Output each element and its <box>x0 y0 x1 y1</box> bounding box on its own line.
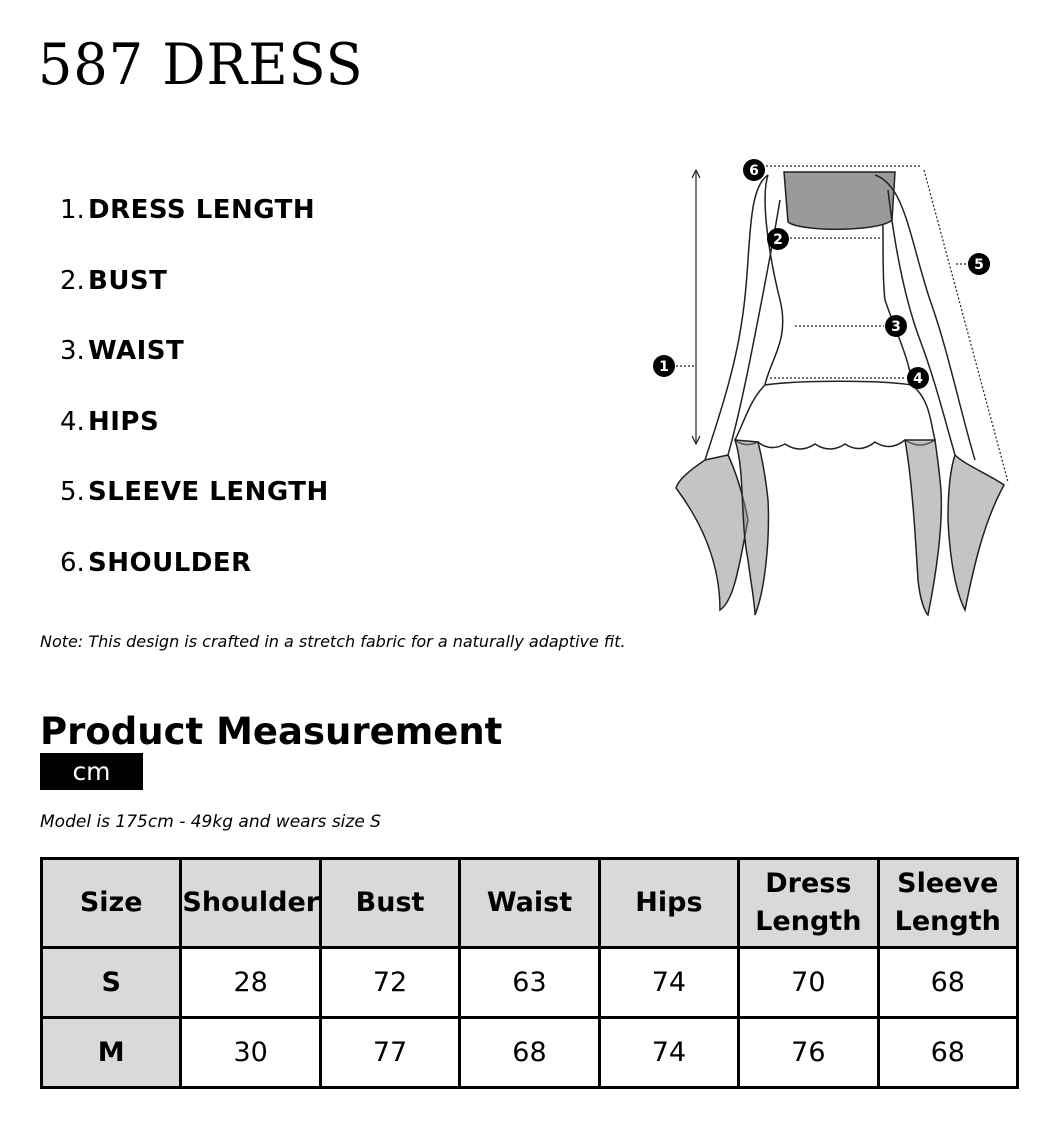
column-header-waist: Waist <box>460 859 599 948</box>
measurement-number: 6. <box>60 547 85 578</box>
table-cell: 63 <box>460 948 599 1018</box>
size-cell: S <box>42 948 181 1018</box>
measurement-list <box>60 190 329 614</box>
marker-3-label: 3 <box>891 319 901 335</box>
measurement-label: BUST <box>88 265 168 296</box>
measurement-label: SHOULDER <box>88 547 252 578</box>
measurement-number: 2. <box>60 265 85 296</box>
table-cell: 28 <box>181 948 320 1018</box>
marker-5-label: 5 <box>974 257 984 273</box>
measurement-label: HIPS <box>88 406 160 437</box>
column-header-bust: Bust <box>320 859 459 948</box>
left-cuff-ruffle <box>676 455 748 610</box>
measurement-item <box>60 331 329 402</box>
measurement-number: 3. <box>60 336 85 367</box>
sleeve-guide <box>924 170 1008 482</box>
column-header-size: Size <box>42 859 181 948</box>
table-cell: 77 <box>320 1018 459 1088</box>
dress-neckline <box>784 172 895 229</box>
measurement-item <box>60 261 329 332</box>
fabric-note: Note: This design is crafted in a stretch fabric for a naturally adaptive fit. <box>40 632 626 651</box>
column-header-dress-length: Dress Length <box>739 859 878 948</box>
unit-badge: cm <box>40 753 143 790</box>
measurement-number: 5. <box>60 477 85 508</box>
table-cell: 30 <box>181 1018 320 1088</box>
table-cell: 74 <box>599 1018 738 1088</box>
measurement-label: SLEEVE LENGTH <box>88 477 329 508</box>
measurement-item <box>60 402 329 473</box>
measurement-item <box>60 543 329 614</box>
column-header-shoulder: Shoulder <box>181 859 320 948</box>
measurement-number: 4. <box>60 406 85 437</box>
table-header-row <box>42 859 1018 948</box>
table-cell: 68 <box>878 1018 1017 1088</box>
table-row <box>42 1018 1018 1088</box>
table-cell: 68 <box>460 1018 599 1088</box>
table-cell: 72 <box>320 948 459 1018</box>
marker-4-label: 4 <box>913 371 923 387</box>
measurement-number: 1. <box>60 195 85 225</box>
measurement-label: WAIST <box>88 336 185 367</box>
table-cell: 68 <box>878 948 1017 1018</box>
left-sleeve-outline <box>705 175 780 460</box>
measurement-item <box>60 190 329 261</box>
marker-1-label: 1 <box>659 359 669 375</box>
table-cell: 70 <box>739 948 878 1018</box>
measurement-label: DRESS LENGTH <box>88 195 316 225</box>
marker-6-label: 6 <box>749 163 759 179</box>
model-info: Model is 175cm - 49kg and wears size S <box>40 812 381 832</box>
size-chart-table <box>40 857 1019 1089</box>
column-header-sleeve-length: Sleeve Length <box>878 859 1017 948</box>
dress-illustration <box>645 150 1025 640</box>
right-cuff-ruffle <box>948 455 1004 610</box>
column-header-hips: Hips <box>599 859 738 948</box>
skirt-ruffle <box>735 381 935 449</box>
product-measurement-heading: Product Measurement <box>40 710 503 753</box>
page-title: 587 DRESS <box>38 31 364 98</box>
table-row <box>42 948 1018 1018</box>
size-cell: M <box>42 1018 181 1088</box>
table-cell: 74 <box>599 948 738 1018</box>
measurement-item <box>60 472 329 543</box>
table-cell: 76 <box>739 1018 878 1088</box>
skirt-hanging-ruffle-right <box>905 440 941 615</box>
marker-2-label: 2 <box>773 232 783 248</box>
